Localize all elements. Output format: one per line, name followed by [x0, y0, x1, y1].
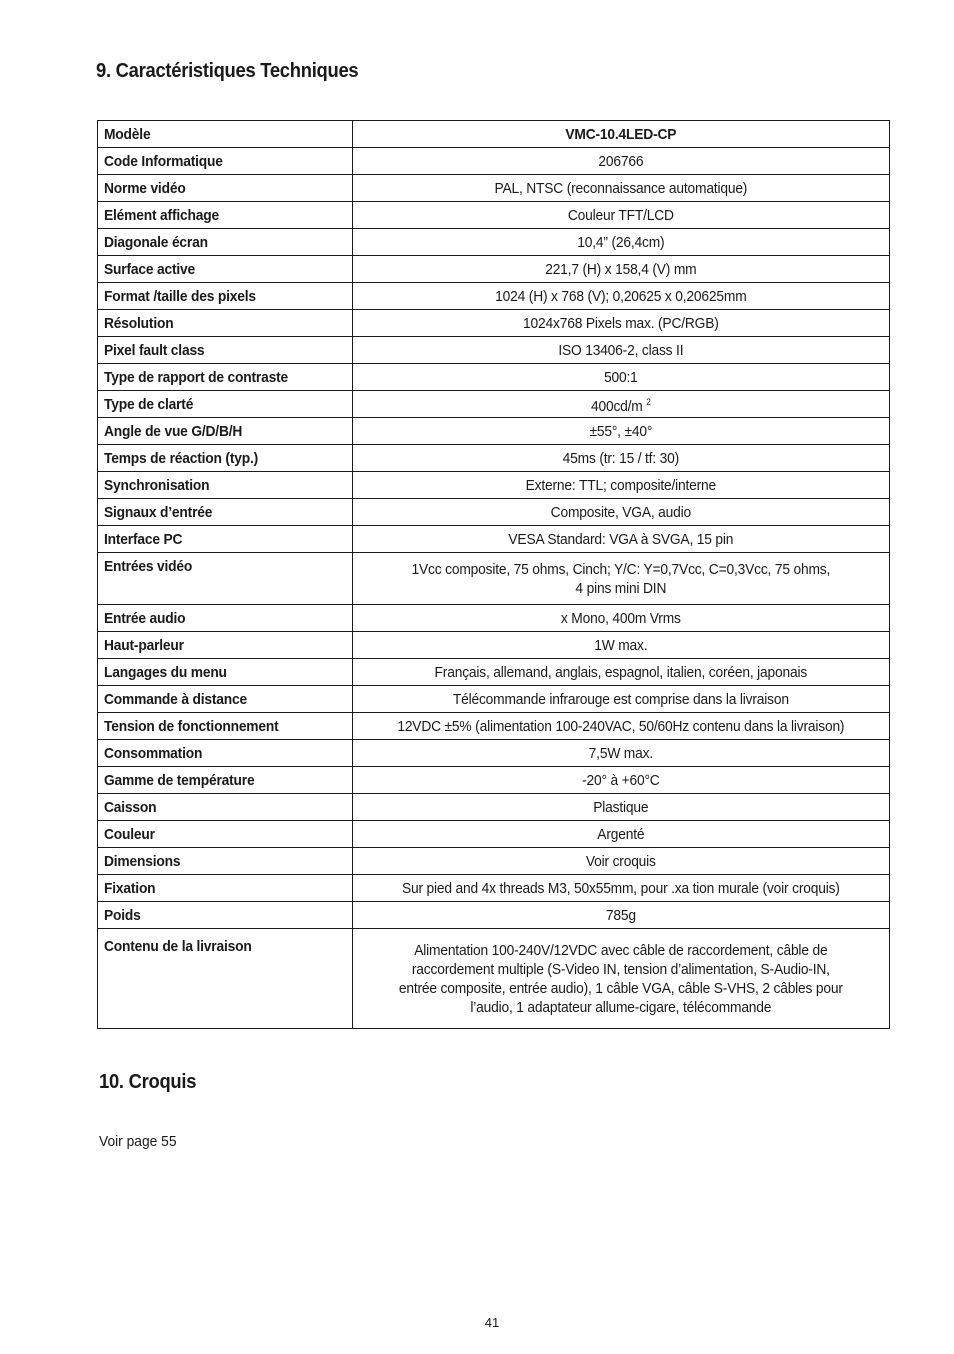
spec-row	[98, 445, 890, 472]
spec-label-text: Interface PC	[104, 530, 183, 548]
spec-row	[98, 686, 890, 713]
spec-label	[98, 713, 353, 740]
spec-label	[98, 686, 353, 713]
spec-label-text: Contenu de la livraison	[104, 938, 252, 955]
spec-row	[98, 499, 890, 526]
spec-value	[353, 283, 890, 310]
spec-label-text: Diagonale écran	[104, 233, 208, 251]
spec-label-text: Dimensions	[104, 852, 181, 870]
spec-label-text: Modèle	[104, 125, 151, 143]
spec-value-main: 500:1	[604, 368, 638, 386]
spec-value-text	[375, 663, 868, 682]
spec-value-main: PAL, NTSC (reconnaissance automatique)	[494, 179, 748, 197]
spec-value-text	[375, 368, 868, 387]
spec-row	[98, 902, 890, 929]
spec-row	[98, 121, 890, 148]
spec-value-main: Télécommande infrarouge est comprise dans la livraison	[453, 690, 790, 708]
spec-value	[353, 364, 890, 391]
spec-label-text: Résolution	[104, 314, 174, 332]
spec-row	[98, 283, 890, 310]
spec-label	[98, 821, 353, 848]
spec-label	[98, 337, 353, 364]
spec-row	[98, 848, 890, 875]
spec-label-text: Format /taille des pixels	[104, 287, 256, 305]
spec-value-text	[375, 206, 868, 225]
spec-row	[98, 391, 890, 418]
spec-value-text	[375, 393, 868, 416]
spec-value	[353, 632, 890, 659]
spec-label	[98, 553, 353, 605]
spec-value-text	[375, 503, 868, 522]
spec-label	[98, 202, 353, 229]
page-number: 41	[484, 1315, 500, 1330]
spec-label-text: Couleur	[104, 825, 155, 843]
spec-value	[353, 526, 890, 553]
spec-label-text: Entrées vidéo	[104, 558, 193, 575]
spec-label-text: Synchronisation	[104, 476, 210, 494]
spec-value-text	[375, 744, 868, 763]
spec-value	[353, 148, 890, 175]
spec-row	[98, 605, 890, 632]
spec-value-main: ISO 13406-2, class II	[558, 341, 684, 359]
spec-value-text	[375, 879, 868, 898]
spec-label-text: Elément affichage	[104, 206, 219, 224]
spec-label	[98, 175, 353, 202]
spec-label	[98, 121, 353, 148]
spec-label-text: Angle de vue G/D/B/H	[104, 422, 243, 440]
spec-label	[98, 848, 353, 875]
spec-label-text: Type de rapport de contraste	[104, 368, 288, 386]
spec-value-line: Alimentation 100-240V/12VDC avec câble de raccordement, câble de	[414, 941, 828, 959]
spec-value-main: Plastique	[593, 798, 649, 816]
spec-value-text	[375, 717, 868, 736]
spec-value-text	[375, 476, 868, 495]
spec-value-text	[375, 825, 868, 844]
spec-label-text: Haut-parleur	[104, 636, 184, 654]
spec-value-superscript: 2	[646, 396, 652, 407]
spec-label-text: Pixel fault class	[104, 341, 205, 359]
spec-value	[353, 418, 890, 445]
spec-row	[98, 767, 890, 794]
spec-value-main: x Mono, 400m Vrms	[561, 609, 682, 627]
spec-value-main: VMC-10.4LED-CP	[565, 125, 677, 143]
section-10-title: 10. Croquis	[99, 1071, 197, 1093]
spec-value-line: entrée composite, entrée audio), 1 câble VGA, câble S-VHS, 2 câbles pour	[399, 979, 844, 997]
spec-row	[98, 875, 890, 902]
spec-row	[98, 929, 890, 1029]
spec-row	[98, 364, 890, 391]
spec-value	[353, 256, 890, 283]
spec-label	[98, 472, 353, 499]
spec-value-text	[375, 852, 868, 871]
spec-label	[98, 364, 353, 391]
spec-label-text: Type de clarté	[104, 395, 194, 413]
spec-row	[98, 659, 890, 686]
spec-value-main: 206766	[598, 152, 644, 170]
spec-value-main: -20° à +60°C	[582, 771, 660, 789]
spec-table	[97, 120, 890, 1029]
spec-row	[98, 175, 890, 202]
spec-label	[98, 391, 353, 418]
spec-label-text: Commande à distance	[104, 690, 247, 708]
spec-value-main: Composite, VGA, audio	[550, 503, 692, 521]
spec-label	[98, 526, 353, 553]
spec-value-main: 45ms (tr: 15 / tf: 30)	[562, 449, 680, 467]
spec-label-text: Tension de fonctionnement	[104, 717, 279, 735]
spec-label	[98, 148, 353, 175]
spec-row	[98, 526, 890, 553]
spec-label	[98, 875, 353, 902]
spec-value-text	[375, 152, 868, 171]
spec-label-text: Surface active	[104, 260, 196, 278]
spec-label-text: Signaux d’entrée	[104, 503, 213, 521]
spec-value	[353, 659, 890, 686]
spec-value-text	[375, 690, 868, 709]
spec-value-line: 1Vcc composite, 75 ohms, Cinch; Y/C: Y=0,7Vcc, C=0,3Vcc, 75 ohms,	[411, 560, 831, 578]
spec-value	[353, 794, 890, 821]
spec-label	[98, 256, 353, 283]
spec-value-main: Couleur TFT/LCD	[568, 206, 675, 224]
spec-label	[98, 310, 353, 337]
spec-value-main: 12VDC ±5% (alimentation 100-240VAC, 50/60Hz contenu dans la livraison)	[397, 717, 845, 735]
spec-value	[353, 202, 890, 229]
spec-value	[353, 605, 890, 632]
spec-label-text: Norme vidéo	[104, 179, 186, 197]
spec-value-text	[375, 314, 868, 333]
spec-value	[353, 499, 890, 526]
spec-value-main: Français, allemand, anglais, espagnol, italien, coréen, japonais	[434, 663, 808, 681]
spec-value-line: l’audio, 1 adaptateur allume-cigare, télécommande	[470, 998, 772, 1016]
spec-label	[98, 229, 353, 256]
spec-value	[353, 875, 890, 902]
spec-value-text	[375, 422, 868, 441]
spec-row	[98, 821, 890, 848]
spec-value-main: Externe: TTL; composite/interne	[525, 476, 717, 494]
spec-value-main: Argenté	[597, 825, 645, 843]
spec-row	[98, 713, 890, 740]
spec-label-text: Gamme de température	[104, 771, 255, 789]
spec-value-text	[375, 341, 868, 360]
spec-label	[98, 445, 353, 472]
spec-row	[98, 148, 890, 175]
spec-value-main: VESA Standard: VGA à SVGA, 15 pin	[508, 530, 734, 548]
spec-value	[353, 553, 890, 605]
spec-value-main: 1W max.	[594, 636, 648, 654]
spec-label	[98, 767, 353, 794]
spec-label	[98, 740, 353, 767]
spec-label-text: Langages du menu	[104, 663, 227, 681]
spec-value-text	[375, 260, 868, 279]
spec-value	[353, 929, 890, 1029]
spec-value-main: 10,4” (26,4cm)	[577, 233, 665, 251]
spec-value	[353, 848, 890, 875]
spec-row	[98, 202, 890, 229]
spec-value	[353, 445, 890, 472]
spec-row	[98, 472, 890, 499]
spec-value	[353, 391, 890, 418]
spec-row	[98, 310, 890, 337]
spec-label	[98, 418, 353, 445]
spec-row	[98, 632, 890, 659]
spec-value	[353, 310, 890, 337]
spec-row	[98, 256, 890, 283]
spec-label-text: Consommation	[104, 744, 203, 762]
spec-table-body	[98, 121, 890, 1029]
spec-value-text	[375, 233, 868, 252]
spec-value	[353, 229, 890, 256]
spec-row	[98, 553, 890, 605]
spec-value	[353, 740, 890, 767]
spec-value	[353, 121, 890, 148]
spec-value-main: Sur pied and 4x threads M3, 50x55mm, pour .xa tion murale (voir croquis)	[402, 879, 841, 897]
spec-row	[98, 740, 890, 767]
spec-value-main: 1024x768 Pixels max. (PC/RGB)	[523, 314, 719, 332]
spec-value-text	[375, 609, 868, 628]
spec-label-text: Code Informatique	[104, 152, 223, 170]
spec-value-text	[375, 798, 868, 817]
spec-label-text: Fixation	[104, 879, 156, 897]
spec-value-main: Voir croquis	[586, 852, 657, 870]
spec-value-main: ±55°, ±40°	[589, 422, 653, 440]
croquis-reference-text: Voir page 55	[99, 1133, 177, 1150]
spec-label	[98, 499, 353, 526]
spec-value-main: 221,7 (H) x 158,4 (V) mm	[545, 260, 697, 278]
spec-value-text	[375, 287, 868, 306]
spec-label	[98, 659, 353, 686]
spec-label	[98, 605, 353, 632]
spec-value	[353, 821, 890, 848]
spec-value-text	[375, 125, 868, 144]
spec-value	[353, 472, 890, 499]
spec-value	[353, 175, 890, 202]
spec-value-text	[375, 530, 868, 549]
spec-label-text: Caisson	[104, 798, 157, 816]
spec-label	[98, 929, 353, 1029]
spec-row	[98, 418, 890, 445]
spec-value-main: 1024 (H) x 768 (V); 0,20625 x 0,20625mm	[495, 287, 747, 305]
spec-value-main: 785g	[606, 906, 637, 924]
spec-value	[353, 337, 890, 364]
spec-label	[98, 902, 353, 929]
spec-label	[98, 632, 353, 659]
spec-label	[98, 283, 353, 310]
spec-value-line: 4 pins mini DIN	[575, 579, 667, 597]
spec-row	[98, 229, 890, 256]
spec-label-text: Temps de réaction (typ.)	[104, 449, 259, 467]
spec-label	[98, 794, 353, 821]
spec-value	[353, 902, 890, 929]
spec-row	[98, 337, 890, 364]
spec-value-main: 400cd/m	[591, 397, 643, 415]
spec-value-main: 7,5W max.	[588, 744, 654, 762]
spec-value	[353, 713, 890, 740]
spec-value	[353, 767, 890, 794]
spec-value-text	[375, 449, 868, 468]
spec-value-line: raccordement multiple (S-Video IN, tension d’alimentation, S-Audio-IN,	[412, 960, 831, 978]
spec-value-text	[375, 179, 868, 198]
spec-value-text	[375, 771, 868, 790]
spec-value-text	[375, 906, 868, 925]
section-9-title: 9. Caractéristiques Techniques	[96, 60, 359, 82]
spec-label-text: Poids	[104, 906, 141, 924]
spec-label-text: Entrée audio	[104, 609, 186, 627]
spec-row	[98, 794, 890, 821]
spec-value-text	[375, 636, 868, 655]
spec-value	[353, 686, 890, 713]
